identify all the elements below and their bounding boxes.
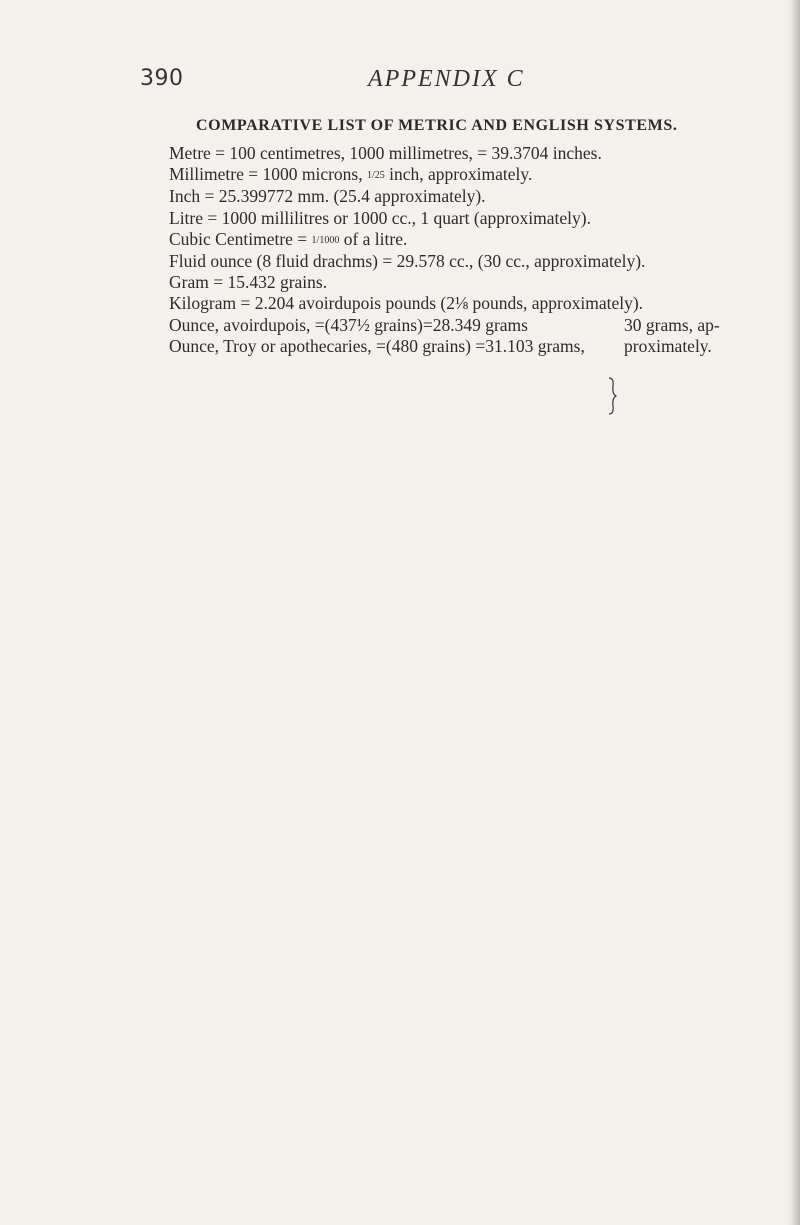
line-metre: Metre = 100 centimetres, 1000 millimetres, = 39.3704 inches. [169,143,602,163]
page-edge-shadow [786,0,800,1225]
line-millimetre [169,164,759,186]
line-inch: Inch = 25.399772 mm. (25.4 approximately). [169,186,486,207]
page-number: 390 [140,66,184,91]
cubic-text-b: of a litre. [339,228,408,249]
line-kilogram: Kilogram = 2.204 avoirdupois pounds (2⅛ pounds, approximately). [169,293,644,314]
ounce-troy-note: proximately. [624,335,712,356]
ounce-avoirdupois-text: Ounce, avoirdupois, =(437½ grains)=28.349 grams [169,314,528,335]
line-ounce-avoirdupois [169,315,759,336]
ounce-troy-text: Ounce, Troy or apothecaries, =(480 grains) =31.103 grams, [169,335,585,356]
millimetre-fraction: 1/25 [366,170,385,182]
line-litre: Litre = 1000 millilitres or 1000 cc., 1 quart (approximately). [169,207,591,228]
cubic-fraction: 1/1000 [311,234,340,246]
cubic-text-a: Cubic Centimetre = [169,228,312,249]
millimetre-text-b: inch, approximately. [384,164,533,185]
line-ounce-troy [169,336,759,357]
conversion-list [169,143,759,357]
right-brace [607,376,617,416]
ounce-avoirdupois-note: 30 grams, ap- [624,314,720,335]
line-gram: Gram = 15.432 grains. [169,272,328,293]
millimetre-text-a: Millimetre = 1000 microns, [169,164,367,185]
running-head: APPENDIX C [368,66,525,92]
section-title: COMPARATIVE LIST OF METRIC AND ENGLISH SYSTEMS. [196,117,678,134]
line-cubic-centimetre [169,229,759,251]
line-fluid-ounce: Fluid ounce (8 fluid drachms) = 29.578 cc., (30 cc., approximately). [169,251,646,272]
